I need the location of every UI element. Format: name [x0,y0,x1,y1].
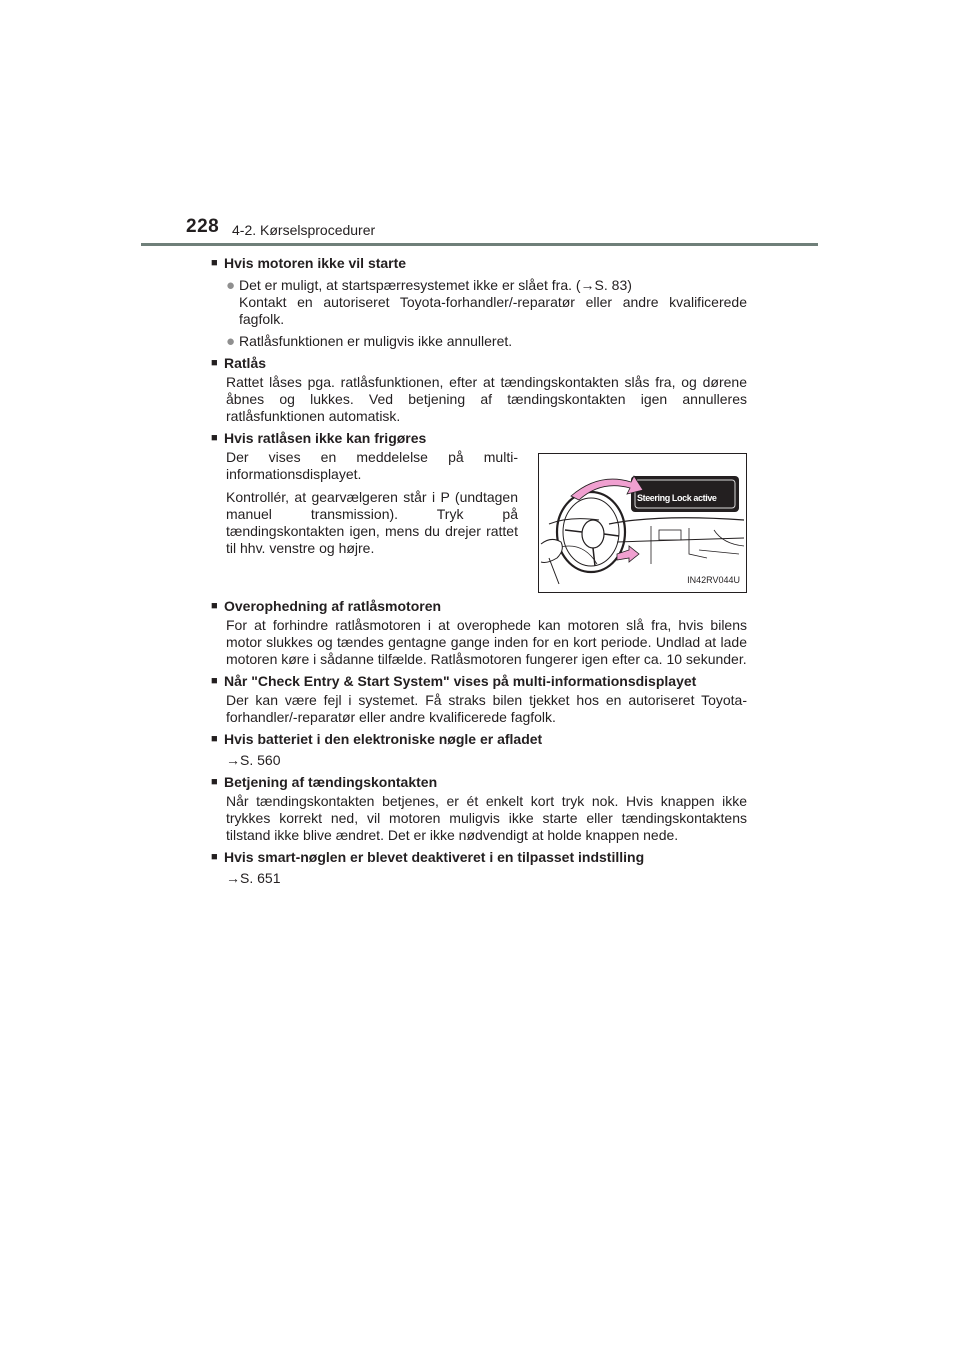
square-bullet-icon: ■ [211,733,218,745]
section-body: For at forhindre ratlåsmotoren i at overophede kan motoren slå fra, hvis bilens motor slukkes og tændes gentagne gange inden for en kort periode. Undlad at lade motoren køre i sådanne tilfælde. Ratlåsmotoren fungerer igen efter ca. 10 sekunder. [226,617,747,667]
square-bullet-icon: ■ [211,257,218,269]
header-rule [141,243,818,246]
section-body: Når tændingskontakten betjenes, er ét enkelt kort tryk nok. Hvis knappen ikke trykkes korrekt ned, vil motoren muligvis ikke starte eller tændingskontaktens tilstand ikke blive ændret. Det er ikke nødvendigt at holde knappen nede. [226,793,747,843]
section-heading: ■ Hvis batteriet i den elektroniske nøgle er afladet [211,731,543,747]
bullet-text: Kontakt en autoriseret Toyota-forhandler/-reparatør eller andre kvalificerede fagfolk. [239,294,747,327]
circle-bullet-icon: ● [226,333,236,350]
bullet-text: Det er muligt, at startspærresystemet ikke er slået fra. (→S. 83) [239,277,632,293]
section-heading: ■ Hvis ratlåsen ikke kan frigøres [211,430,427,446]
page-number: 228 [186,216,220,237]
text-figure-row [211,449,747,593]
section-heading: ■ Når "Check Entry & Start System" vises på multi-informationsdisplayet [211,673,697,689]
section-body [226,449,518,593]
list-item [226,333,747,350]
square-bullet-icon: ■ [211,357,218,369]
square-bullet-icon: ■ [211,776,218,788]
page-reference: →S. 560 [226,752,281,768]
paragraph: Der vises en meddelelse på multi-informationsdisplayet. [226,449,518,482]
square-bullet-icon: ■ [211,432,218,444]
page-content [211,255,747,887]
section-heading: ■ Hvis motoren ikke vil starte [211,255,407,271]
section-body: Der kan være fejl i systemet. Få straks bilen tjekket hos en autoriseret Toyota-forhandler/-reparatør eller andre kvalificerede fagfolk. [226,692,747,725]
page-reference: →S. 651 [226,870,281,886]
bullet-text: Ratlåsfunktionen er muligvis ikke annulleret. [239,333,513,349]
figure-code: IN42RV044U [687,575,740,585]
section-heading: ■ Overophedning af ratlåsmotoren [211,598,442,614]
section-heading: ■ Betjening af tændingskontakten [211,774,438,790]
list-item [226,277,747,328]
display-text: Steering Lock active [637,493,717,503]
section-heading: ■ Hvis smart-nøglen er blevet deaktiveret i en tilpasset indstilling [211,849,645,865]
square-bullet-icon: ■ [211,600,218,612]
section-title: 4-2. Kørselsprocedurer [232,222,376,238]
paragraph: Kontrollér, at gearvælgeren står i P (undtagen manuel transmission). Tryk på tændingskontakten igen, mens du drejer rattet til hhv. venstre og højre. [226,489,518,556]
section-body: Rattet låses pga. ratlåsfunktionen, efter at tændingskontakten slås fra, og dørene åbnes og lukkes. Ved betjening af tændingskontakten igen annulleres ratlåsfunktionen automatisk. [226,374,747,424]
steering-lock-illustration [538,453,747,593]
circle-bullet-icon: ● [226,277,236,294]
square-bullet-icon: ■ [211,851,218,863]
square-bullet-icon: ■ [211,675,218,687]
section-heading: ■ Ratlås [211,355,267,371]
